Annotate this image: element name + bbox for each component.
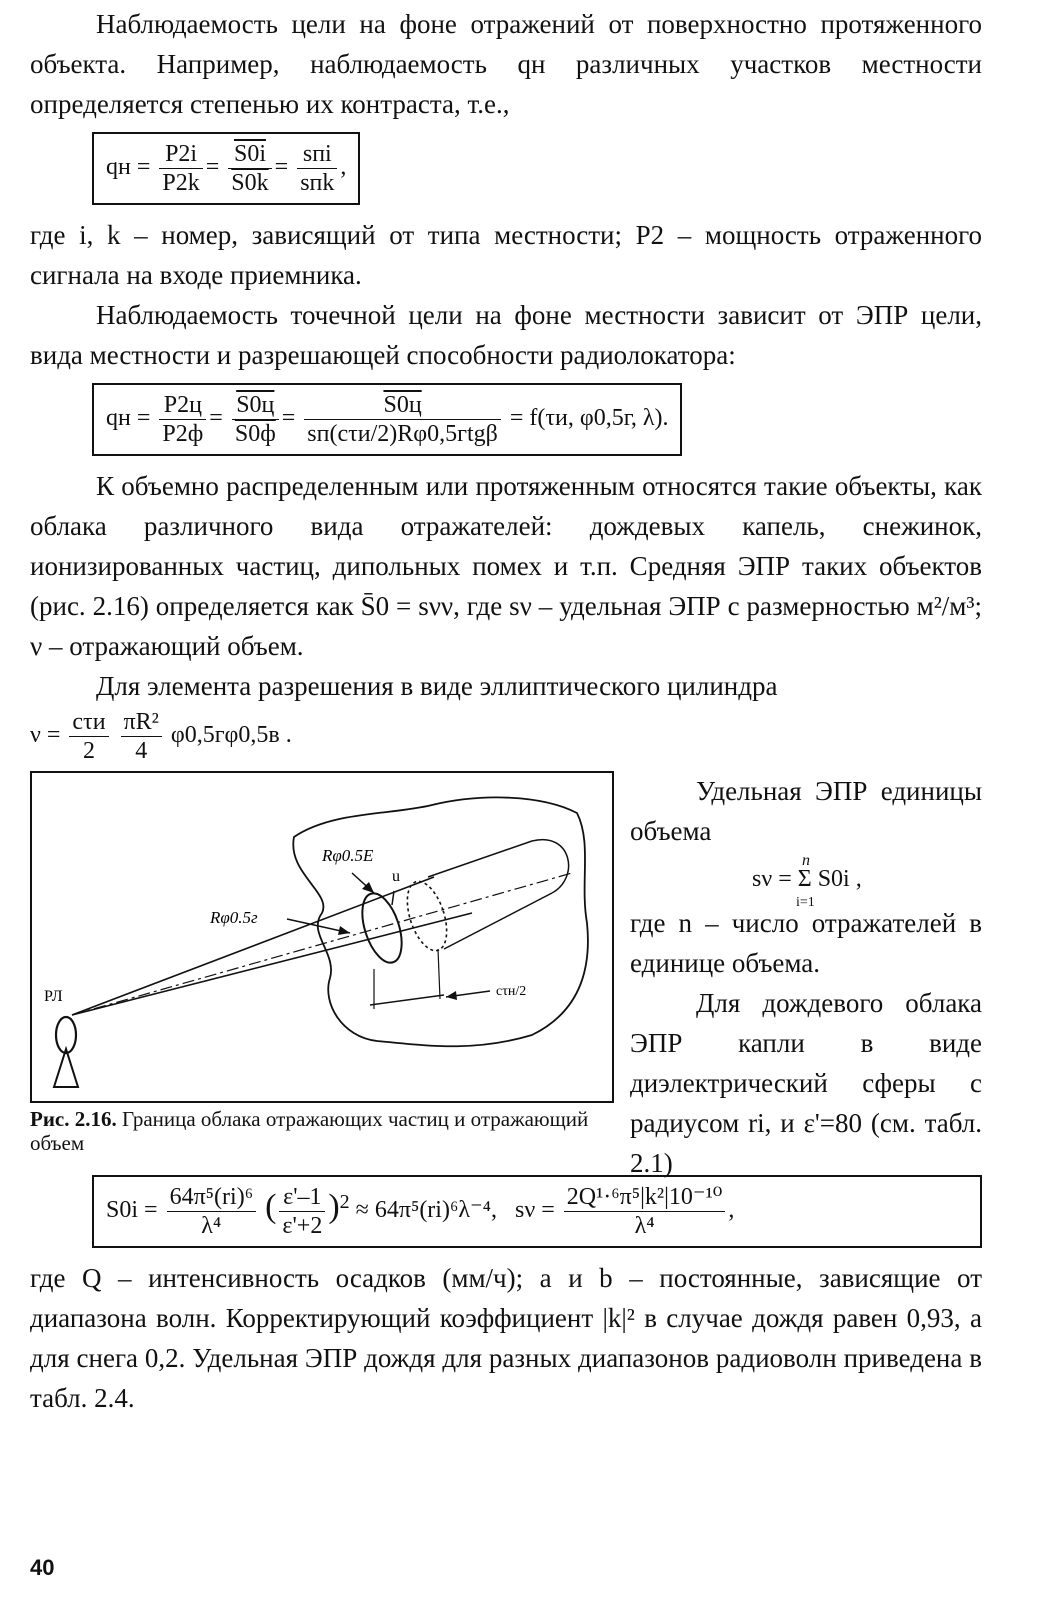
formula-1-lhs: qн =: [106, 154, 151, 181]
formula-4-lhs: S0i =: [106, 1197, 158, 1224]
figure-2-16: [30, 771, 614, 1103]
numerator: S0ц: [304, 391, 501, 420]
cloud-boundary: [293, 797, 588, 1046]
side-text: [630, 771, 982, 1183]
label-r-phi-g: Rφ0.5г: [210, 908, 258, 927]
denominator: sп(cτи/2)Rφ0,5гtgβ: [307, 421, 498, 447]
denominator: λ⁴: [634, 1213, 655, 1239]
denominator: ε'+2: [282, 1213, 323, 1239]
formula-3-lhs: ν =: [30, 722, 61, 749]
figure-caption: [30, 1107, 612, 1155]
denominator: P2k: [162, 170, 200, 196]
beam-upper-line: [72, 877, 434, 1015]
formula-2-rhs: = f(τи, φ0,5г, λ).: [509, 405, 669, 432]
formula-3: [30, 708, 982, 765]
formula-4-lhs2: sν =: [515, 1197, 555, 1224]
numerator: S0i: [228, 140, 271, 169]
fraction: [297, 140, 337, 197]
label-ct: cτн/2: [496, 984, 527, 999]
formula-3-rhs: φ0,5гφ0,5в .: [170, 722, 292, 749]
fraction: [564, 1183, 726, 1240]
fraction: [228, 140, 271, 197]
caption-number: Рис. 2.16.: [30, 1107, 117, 1131]
cloud-diagram: [32, 773, 612, 1101]
volume-ellipse-front: [355, 889, 410, 968]
numerator: 2Q¹·⁶π⁵|k²|10⁻¹⁰: [564, 1183, 726, 1212]
cylinder-top: [428, 840, 569, 893]
fraction: [167, 1183, 257, 1240]
side-paragraph-2: где n – число отражателей в единице объема.: [630, 908, 982, 978]
dimension-line: [370, 995, 444, 1005]
sum-lower-limit: i=1: [796, 895, 815, 910]
radar-mast-icon: [54, 1049, 78, 1087]
paragraph-6: где Q – интенсивность осадков (мм/ч); a и b – постоянные, зависящие от диапазона волн. Корректирующий коэффициент |k|² в случае дождя равен 0,93, а для снега 0,2. Удельная ЭПР дождя для разных диапазонов радиоволн приведена в табл. 2.4.: [30, 1263, 982, 1413]
formula-4-approx: ≈ 64π⁵(ri)⁶λ⁻⁴,: [355, 1197, 497, 1224]
numerator: sпi: [297, 140, 337, 169]
denominator: S0k: [231, 170, 269, 196]
paragraph-4: К объемно распределенным или протяженным относятся такие объекты, как облака различного вида отражателей: дождевых капель, снежинок, ионизированных частиц, дипольных помех и т.п. Средняя ЭПР таких объектов (рис. 2.16) определяется как S̄0 = sνν, где sν – удельная ЭПР с размерностью м²/м³; ν – отражающий объем.: [30, 471, 982, 661]
sum-formula: sν = Σ S0i ,: [752, 866, 862, 892]
volume-ellipse-back: [400, 877, 455, 956]
paragraph-1: Наблюдаемость цели на фоне отражений от поверхностно протяженного объекта. Например, наблюдаемость qн различных участков местности определяется степенью их контраста, т.е.,: [30, 9, 982, 119]
denominator: S0ф: [234, 421, 276, 447]
formula-box-1: qн = $\frac{P2i}{P2k}$ = $\frac{S0i}{S0k}$ = sпi sпk ,: [92, 132, 360, 205]
sum-upper-limit: n: [802, 852, 810, 869]
numerator: ε'–1: [279, 1183, 325, 1212]
fraction: [159, 391, 206, 448]
cylinder-bottom: [444, 893, 552, 949]
arrowhead: [338, 926, 350, 935]
numerator: cτи: [69, 708, 108, 737]
formula-2-lhs: qн =: [106, 405, 151, 432]
caption-text: Граница облака отражающих частиц и отражающий объем: [30, 1107, 589, 1155]
dimension-tick: [438, 949, 440, 999]
label-rl: РЛ: [44, 988, 63, 1005]
fraction: [232, 391, 279, 448]
label-u: u: [392, 868, 400, 885]
fraction: [69, 708, 108, 765]
denominator: 4: [135, 738, 148, 764]
paragraph-5: Для элемента разрешения в виде эллиптического цилиндра: [96, 671, 778, 701]
page-number: 40: [30, 1555, 55, 1580]
side-paragraph-1: Удельная ЭПР единицы объема: [630, 776, 982, 846]
fraction: [121, 708, 162, 765]
side-paragraph-3: Для дождевого облака ЭПР капли в виде диэлектрический сферы с радиусом ri, и ε'=80 (см. табл. 2.1): [630, 988, 982, 1178]
fraction: [159, 140, 202, 197]
numerator: S0ц: [232, 391, 279, 420]
denominator: sпk: [300, 170, 335, 196]
formula-box-2: qн = P2ц P2ф = S0ц S0ф = S0ц sп(cτи/2)Rφ0,5гtgβ = f(τи, φ0,5г, λ).: [92, 383, 682, 456]
numerator: πR²: [121, 708, 162, 737]
figure-section: [30, 771, 982, 1178]
denominator: P2ф: [162, 421, 204, 447]
label-r-phi-e: Rφ0.5Е: [322, 846, 374, 865]
numerator: P2ц: [159, 391, 206, 420]
sum-formula-block: [630, 851, 982, 910]
formula-box-4: S0i = $\frac{\text{64π⁵(ri)⁶}}{\text{λ⁴}}$ ( $\frac{\varepsilon'-1}{\varepsilon'+2}$ )$^2$ ≈ 64π⁵(ri)⁶λ⁻⁴, sν = $\frac{\text{2Q¹·⁶π⁵|k²|10⁻¹⁰}}{\text{λ⁴}}$ ,: [92, 1175, 982, 1248]
denominator: 2: [82, 738, 95, 764]
paragraph-2: где i, k – номер, зависящий от типа местности; P2 – мощность отраженного сигнала на входе приемника.: [30, 220, 982, 290]
page-content: [30, 4, 982, 1418]
arrowhead: [446, 991, 457, 1000]
numerator: 64π⁵(ri)⁶: [167, 1183, 257, 1212]
denominator: λ⁴: [201, 1213, 222, 1239]
fraction: [304, 391, 501, 448]
fraction: [279, 1183, 325, 1240]
numerator: P2i: [159, 140, 202, 169]
paragraph-3: Наблюдаемость точечной цели на фоне местности зависит от ЭПР цели, вида местности и разрешающей способности радиолокатора:: [30, 300, 982, 370]
